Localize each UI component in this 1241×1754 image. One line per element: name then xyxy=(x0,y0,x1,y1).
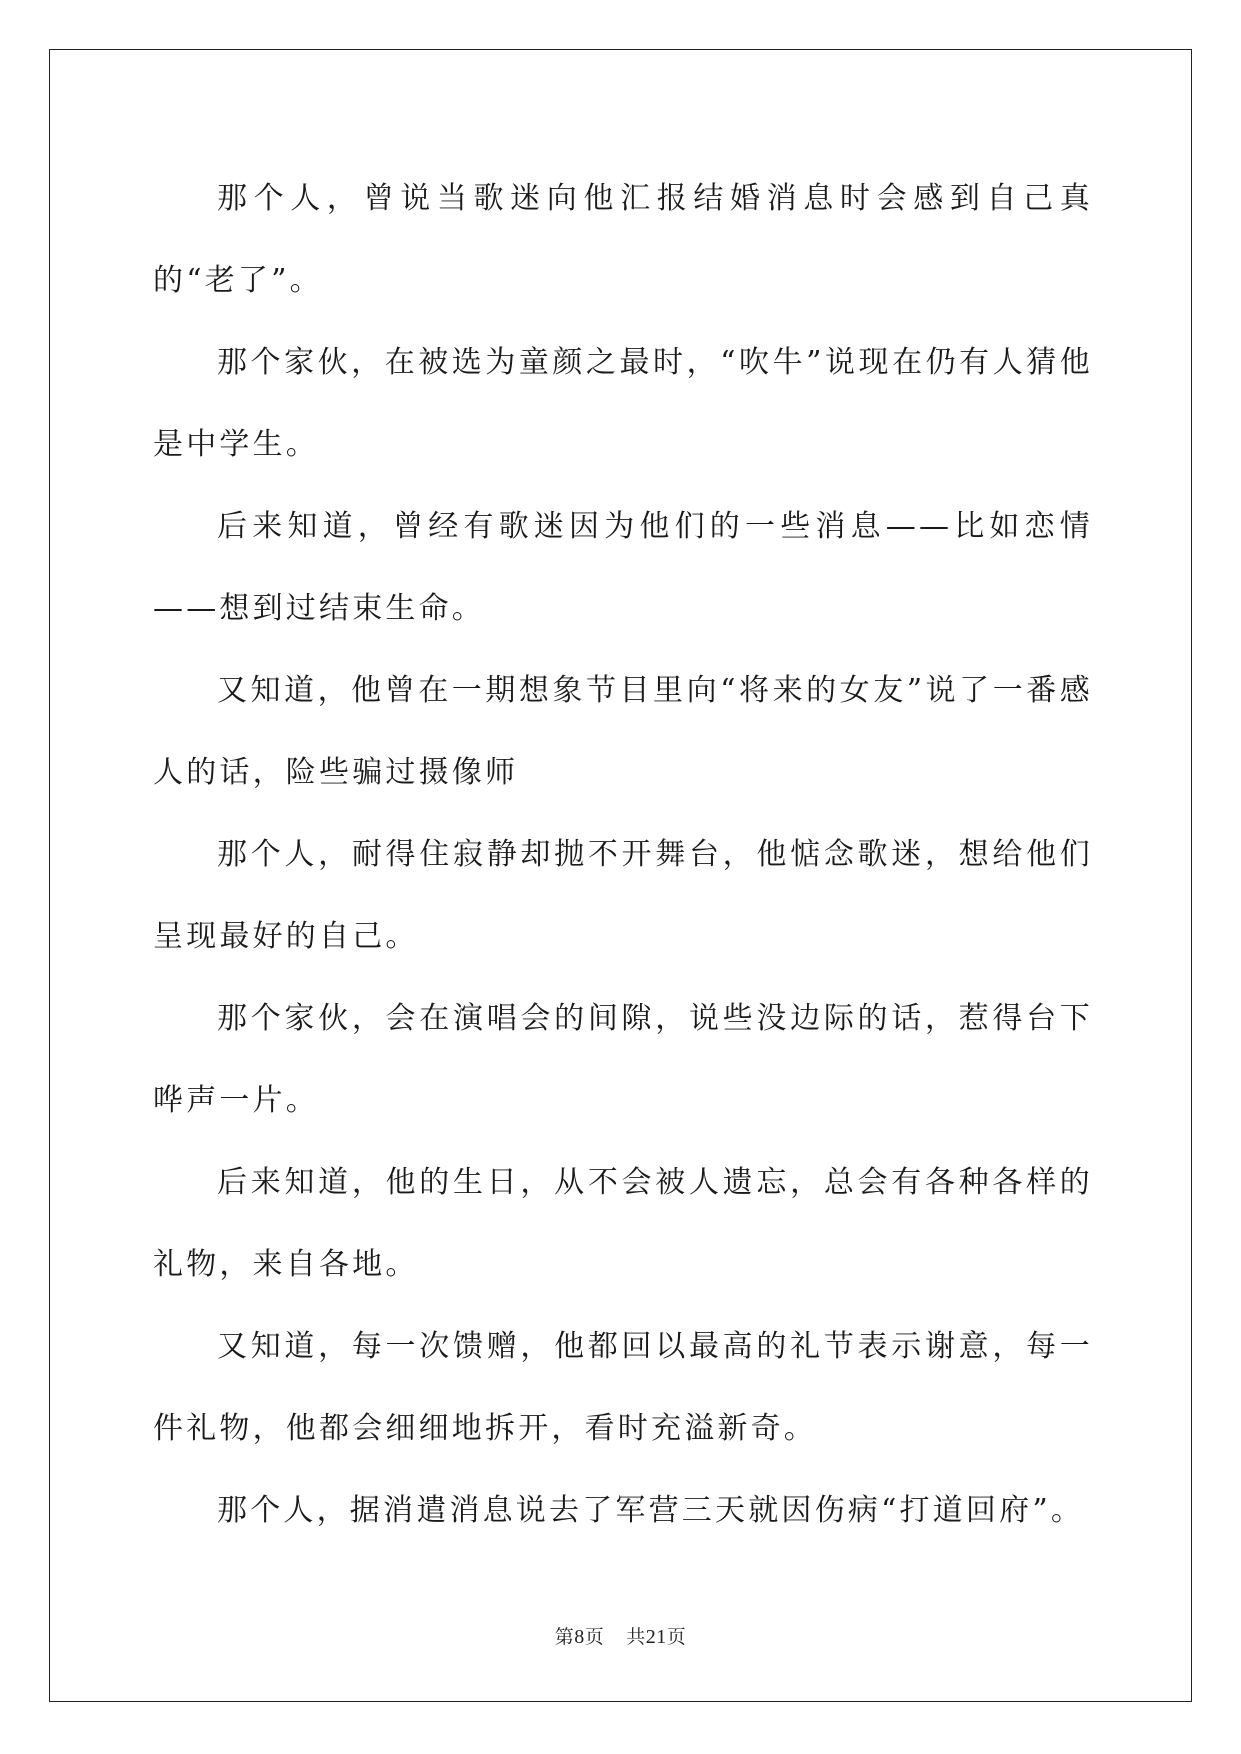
paragraph: 那个家伙，会在演唱会的间隙，说些没边际的话，惹得台下哗声一片。 xyxy=(153,1001,1093,1118)
paragraph: 那个人，曾说当歌迷向他汇报结婚消息时会感到自己真的“老了”。 xyxy=(153,181,1093,298)
page-footer xyxy=(0,1622,1241,1649)
paragraph: 那个家伙，在被选为童颜之最时，“吹牛”说现在仍有人猜他是中学生。 xyxy=(153,345,1093,462)
paragraph: 那个人，据消遣消息说去了军营三天就因伤病“打道回府”。 xyxy=(217,1493,1085,1528)
total-pages-number: 21 xyxy=(645,1626,667,1648)
page-number-suffix: 页 xyxy=(584,1626,605,1648)
paragraph: 又知道，每一次馈赠，他都回以最高的礼节表示谢意，每一件礼物，他都会细细地拆开，看时充溢新奇。 xyxy=(153,1329,1093,1446)
document-body xyxy=(153,158,1093,1552)
paragraph: 又知道，他曾在一期想象节目里向“将来的女友”说了一番感人的话，险些骗过摄像师 xyxy=(153,673,1093,790)
current-page-number: 8 xyxy=(574,1626,585,1648)
paragraph: 后来知道，他的生日，从不会被人遗忘，总会有各种各样的礼物，来自各地。 xyxy=(153,1165,1093,1282)
total-pages-suffix: 页 xyxy=(666,1626,687,1648)
paragraph: 那个人，耐得住寂静却抛不开舞台，他惦念歌迷，想给他们呈现最好的自己。 xyxy=(153,837,1093,954)
total-pages-prefix: 共 xyxy=(626,1626,646,1648)
paragraph: 后来知道，曾经有歌迷因为他们的一些消息——比如恋情——想到过结束生命。 xyxy=(153,509,1093,626)
page-number-prefix: 第 xyxy=(554,1626,575,1648)
